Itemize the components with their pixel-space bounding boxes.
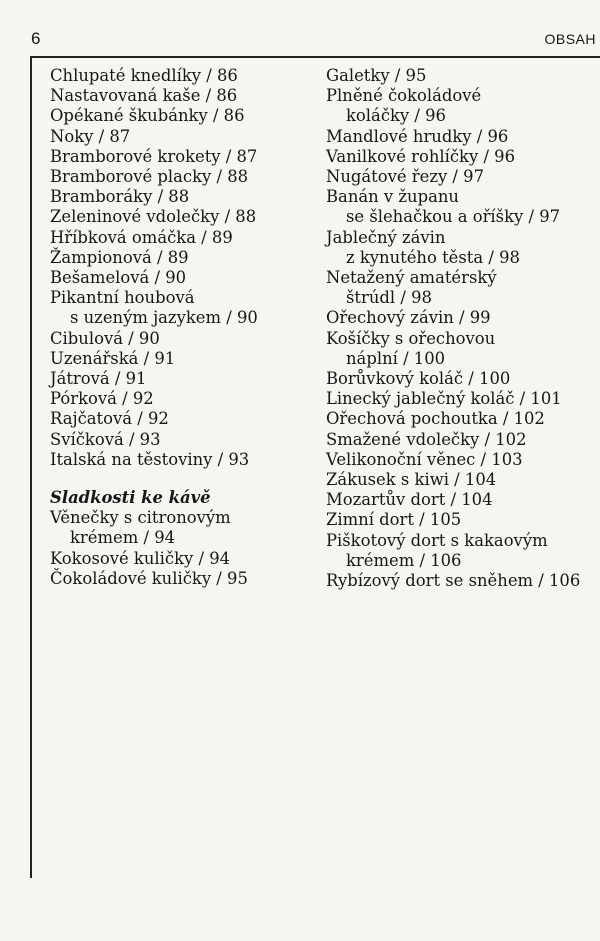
toc-entry (50, 106, 322, 126)
toc-entry-title: Linecký jablečný koláč / 101 (326, 389, 562, 409)
toc-entry-title: Svíčková / 93 (50, 429, 161, 449)
toc-entry-title: Kokosové kuličky / 94 (50, 548, 231, 568)
toc-sweet-list (50, 508, 322, 589)
toc-entry (50, 187, 322, 207)
toc-entry (50, 549, 322, 569)
toc-entry (326, 531, 598, 571)
toc-entry (326, 167, 598, 187)
toc-entry-title: Vanilkové rohlíčky / 96 (326, 146, 516, 166)
toc-entry-title: Pikantní houbová (50, 288, 195, 308)
toc-entry (326, 389, 598, 409)
toc-entry (50, 389, 322, 409)
toc-entry-continuation: krémem / 94 (70, 528, 176, 548)
toc-entry-title: Borůvkový koláč / 100 (326, 369, 511, 389)
toc-entry (326, 228, 598, 268)
toc-entry (326, 490, 598, 510)
toc-entry-continuation: z kynutého těsta / 98 (346, 247, 520, 267)
toc-entry (326, 510, 598, 530)
toc-entry (50, 508, 322, 548)
toc-entry (326, 369, 598, 389)
toc-entry (50, 167, 322, 187)
toc-entry-title: Ořechová pochoutka / 102 (326, 409, 545, 429)
toc-entry-title: Cibulová / 90 (50, 328, 160, 348)
toc-entry-title: Pórková / 92 (50, 389, 154, 409)
toc-entry (50, 329, 322, 349)
toc-entry (326, 308, 598, 328)
toc-entry-title: Smažené vdolečky / 102 (326, 429, 527, 449)
toc-entry-title: Hříbková omáčka / 89 (50, 227, 233, 247)
toc-entry (326, 430, 598, 450)
toc-entry (326, 329, 598, 369)
toc-entry-title: Čokoládové kuličky / 95 (50, 568, 248, 588)
toc-entry-title: Bramborové placky / 88 (50, 167, 249, 187)
toc-entry-title: Rybízový dort se sněhem / 106 (326, 571, 581, 591)
toc-entry (50, 228, 322, 248)
toc-entry-title: Piškotový dort s kakaovým (326, 530, 548, 550)
section-gap (50, 470, 322, 488)
toc-entry (50, 288, 322, 328)
toc-subheading: Sladkosti ke kávě (50, 488, 211, 508)
toc-entry-title: Galetky / 95 (326, 66, 427, 85)
toc-entry-title: Noky / 87 (50, 126, 131, 146)
toc-entry (50, 147, 322, 167)
toc-entry-continuation: krémem / 106 (346, 550, 462, 570)
toc-entry-title: Játrová / 91 (50, 369, 147, 389)
toc-entry-continuation: koláčky / 96 (346, 106, 446, 126)
toc-entry (326, 187, 598, 227)
toc-entry-title: Uzenářská / 91 (50, 348, 176, 368)
toc-entry-title: Ořechový závin / 99 (326, 308, 491, 328)
section-title: OBSAH (544, 31, 596, 47)
toc-entry (326, 66, 598, 86)
header-rule (30, 56, 600, 58)
toc-entry (50, 349, 322, 369)
toc-entry (50, 450, 322, 470)
toc-entry (326, 571, 598, 591)
toc-entry-title: Žampionová / 89 (50, 247, 189, 267)
toc-entry-continuation: s uzeným jazykem / 90 (70, 308, 258, 328)
toc-entry (50, 248, 322, 268)
toc-entry-continuation: se šlehačkou a oříšky / 97 (346, 207, 561, 227)
toc-entry (326, 127, 598, 147)
toc-entry-title: Bramboráky / 88 (50, 187, 190, 207)
toc-entry-title: Italská na těstoviny / 93 (50, 449, 250, 469)
toc-entry (50, 127, 322, 147)
page-number: 6 (31, 29, 41, 48)
toc-entry-title: Mozartův dort / 104 (326, 490, 493, 510)
toc-entry (50, 66, 322, 86)
toc-entry (326, 268, 598, 308)
toc-entry-title: Zákusek s kiwi / 104 (326, 470, 497, 490)
toc-entry-continuation: štrúdl / 98 (346, 288, 432, 308)
toc-entry (326, 470, 598, 490)
toc-entry-title: Chlupaté knedlíky / 86 (50, 66, 238, 85)
margin-rule (30, 58, 32, 878)
toc-entry (326, 147, 598, 167)
toc-entry (326, 409, 598, 429)
toc-entry-title: Věnečky s citronovým (50, 508, 231, 528)
toc-entry (50, 569, 322, 589)
toc-entry-continuation: náplní / 100 (346, 348, 446, 368)
toc-entry (50, 268, 322, 288)
toc-entry-title: Opékané škubánky / 86 (50, 106, 245, 126)
toc-entry-title: Bešamelová / 90 (50, 268, 187, 288)
toc-entry-title: Mandlové hrudky / 96 (326, 126, 509, 146)
toc-left-column (50, 66, 322, 589)
toc-entry (50, 409, 322, 429)
toc-left-list (50, 66, 322, 470)
toc-entry-title: Zimní dort / 105 (326, 510, 462, 530)
toc-entry-title: Rajčatová / 92 (50, 409, 169, 429)
toc-entry (50, 86, 322, 106)
toc-entry (50, 430, 322, 450)
toc-entry-title: Banán v županu (326, 187, 459, 207)
toc-entry-title: Netažený amatérský (326, 268, 497, 288)
toc-entry (326, 86, 598, 126)
toc-entry-title: Nastavovaná kaše / 86 (50, 86, 238, 106)
toc-entry-title: Plněné čokoládové (326, 86, 482, 106)
toc-right-column (326, 66, 598, 591)
toc-entry-title: Jablečný závin (326, 227, 446, 247)
toc-entry-title: Velikonoční věnec / 103 (326, 449, 523, 469)
toc-entry (326, 450, 598, 470)
toc-right-list (326, 66, 598, 591)
toc-entry-title: Zeleninové vdolečky / 88 (50, 207, 257, 227)
toc-entry (50, 369, 322, 389)
toc-entry (50, 207, 322, 227)
toc-entry-title: Košíčky s ořechovou (326, 328, 496, 348)
toc-entry-title: Bramborové krokety / 87 (50, 146, 258, 166)
toc-entry-title: Nugátové řezy / 97 (326, 167, 485, 187)
